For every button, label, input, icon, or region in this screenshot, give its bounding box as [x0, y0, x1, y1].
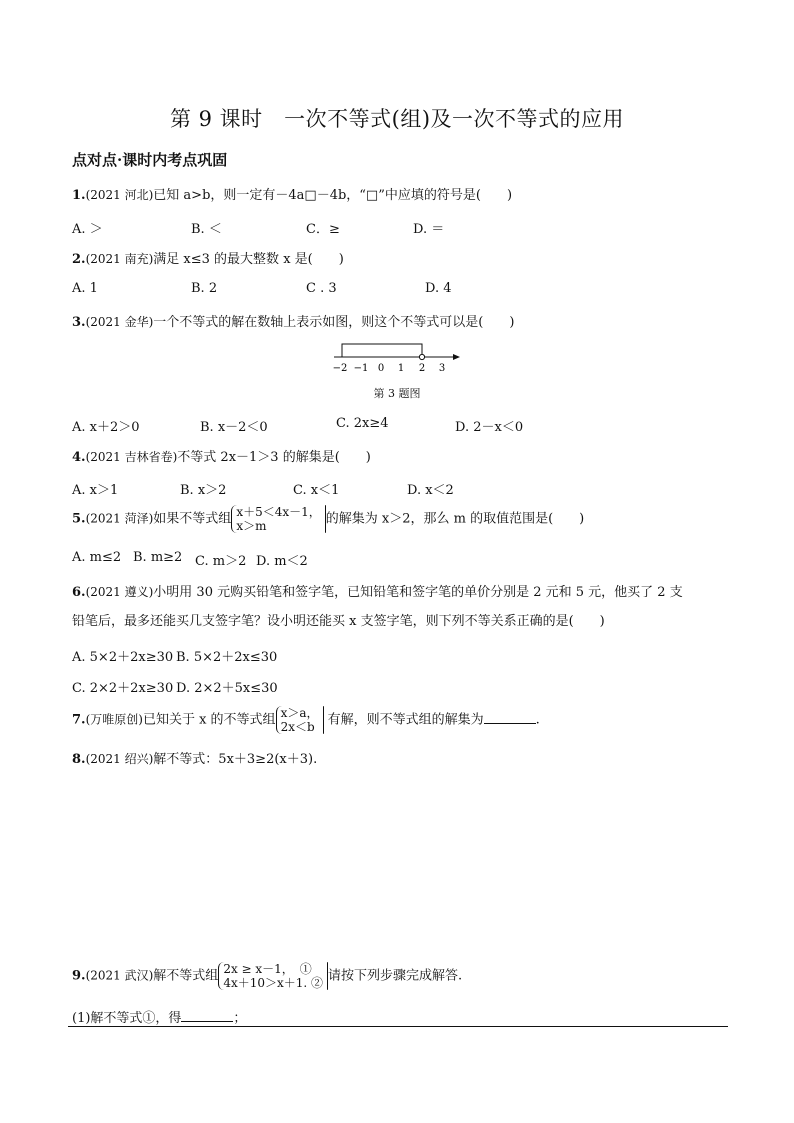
question-number: 2.	[72, 252, 86, 267]
answer-area[interactable]	[72, 775, 722, 945]
question-number: 6.	[72, 585, 86, 600]
option-a[interactable]: A. m≤2	[72, 550, 122, 565]
question-text: 已知关于 x 的不等式组	[142, 712, 276, 728]
question-text: 满足 x≤3 的最大整数 x 是( )	[153, 252, 344, 267]
question-4	[72, 448, 371, 467]
question-text: 解不等式组	[153, 968, 219, 984]
option-d[interactable]: D. m＜2	[256, 554, 308, 569]
page-bottom-rule	[68, 1026, 728, 1027]
system-line: 2x ≥ x－1， ①	[223, 962, 312, 976]
question-number: 9.	[72, 968, 86, 984]
answer-blank[interactable]	[181, 1009, 233, 1022]
system-line: 2x＜b	[280, 720, 315, 734]
option-c[interactable]: C. x＜1	[293, 483, 340, 498]
question-2	[72, 250, 344, 269]
option-a[interactable]: A. x＋2＞0	[72, 420, 140, 435]
option-c[interactable]: C．≥	[306, 222, 340, 237]
question-text: 小明用 30 元购买铅笔和签字笔，已知铅笔和签字笔的单价分别是 2 元和 5 元，他买了 2 支	[153, 585, 683, 600]
option-b[interactable]: B. x－2＜0	[200, 420, 268, 435]
tick-label: 1	[397, 363, 405, 374]
tick-label: −2	[332, 363, 348, 374]
question-text-end: .	[535, 712, 540, 728]
question-source: (2021 遵义)	[85, 585, 154, 599]
answer-blank[interactable]	[484, 711, 536, 724]
question-3	[72, 313, 514, 332]
option-c[interactable]: C . 3	[306, 281, 337, 296]
option-c[interactable]: C. 2×2＋2x≥30	[72, 681, 174, 696]
step-text-end: ；	[233, 1011, 247, 1026]
inequality-system	[231, 505, 324, 533]
question-source: (万唯原创)	[85, 712, 143, 727]
question-text: 已知 a>b，则一定有－4a□－4b，“□”中应填的符号是( )	[153, 188, 513, 203]
tick-label: 0	[377, 363, 385, 374]
tick-label: 3	[438, 363, 446, 374]
step-text: (1)解不等式①，得	[72, 1011, 182, 1026]
question-source: (2021 吉林省卷)	[85, 450, 178, 464]
solution-bracket	[342, 344, 422, 357]
option-d[interactable]: D. 2×2＋5x≤30	[176, 681, 278, 696]
inequality-system	[218, 962, 327, 990]
option-b[interactable]: B. x＞2	[180, 483, 227, 498]
number-line-figure	[330, 336, 465, 376]
option-d[interactable]: D. ＝	[413, 222, 445, 237]
question-number: 3.	[72, 315, 86, 330]
option-c[interactable]: C. 2x≥4	[336, 416, 389, 431]
question-number: 5.	[72, 511, 86, 527]
question-source: (2021 绍兴)	[85, 752, 154, 766]
question-number: 8.	[72, 752, 86, 767]
system-line: 4x＋10＞x＋1. ②	[223, 976, 324, 990]
option-b[interactable]: B. 5×2＋2x≤30	[176, 650, 278, 665]
option-a[interactable]: A. x＞1	[72, 483, 119, 498]
question-source: (2021 南充)	[85, 252, 154, 266]
figure-caption: 第 3 题图	[373, 387, 421, 400]
open-circle-marker	[419, 354, 424, 359]
question-source: (2021 菏泽)	[85, 511, 154, 526]
question-number: 7.	[72, 712, 86, 728]
question-text: 不等式 2x－1＞3 的解集是( )	[177, 450, 371, 465]
question-1	[72, 186, 512, 205]
option-b[interactable]: B. m≥2	[133, 550, 183, 565]
section-heading: 点对点·课时内考点巩固	[72, 151, 228, 169]
question-text: 一个不等式的解在数轴上表示如图，则这个不等式可以是( )	[153, 315, 515, 330]
arrow-icon	[453, 354, 460, 360]
option-a[interactable]: A. 1	[72, 281, 98, 296]
option-a[interactable]: A. ＞	[72, 222, 103, 237]
question-6-line-2: 铅笔后，最多还能买几支签字笔？设小明还能买 x 支签字笔，则下列不等关系正确的是( )	[72, 614, 605, 629]
option-b[interactable]: B. ＜	[191, 222, 222, 237]
option-a[interactable]: A. 5×2＋2x≥30	[72, 650, 174, 665]
question-text: 的解集为 x＞2，那么 m 的取值范围是( )	[325, 511, 585, 527]
system-line: x＋5＜4x－1，	[236, 505, 321, 519]
number-line-labels	[333, 363, 446, 374]
question-6	[72, 583, 683, 602]
page-title: 第 9 课时 一次不等式(组)及一次不等式的应用	[169, 107, 625, 131]
question-number: 1.	[72, 188, 86, 203]
question-5	[72, 505, 584, 533]
option-c[interactable]: C. m＞2	[195, 554, 247, 569]
option-d[interactable]: D. 4	[425, 281, 452, 296]
question-source: (2021 河北)	[85, 188, 154, 202]
system-line: x＞m	[236, 519, 267, 533]
option-b[interactable]: B. 2	[191, 281, 218, 296]
question-source: (2021 金华)	[85, 315, 154, 329]
question-text: 如果不等式组	[153, 511, 232, 527]
system-line: x＞a，	[280, 706, 319, 720]
question-7	[72, 706, 540, 734]
question-text: 请按下列步骤完成解答.	[328, 968, 463, 984]
option-d[interactable]: D. x＜2	[407, 483, 454, 498]
tick-label: 2	[418, 363, 426, 374]
question-9	[72, 962, 462, 990]
option-d[interactable]: D. 2－x＜0	[455, 420, 524, 435]
question-source: (2021 武汉)	[85, 968, 154, 983]
inequality-system	[276, 706, 323, 734]
question-text: 有解，则不等式组的解集为	[323, 712, 484, 728]
question-text: 解不等式：5x＋3≥2(x＋3).	[153, 752, 318, 767]
tick-label: −1	[353, 363, 369, 374]
question-number: 4.	[72, 450, 86, 465]
question-8	[72, 750, 317, 769]
